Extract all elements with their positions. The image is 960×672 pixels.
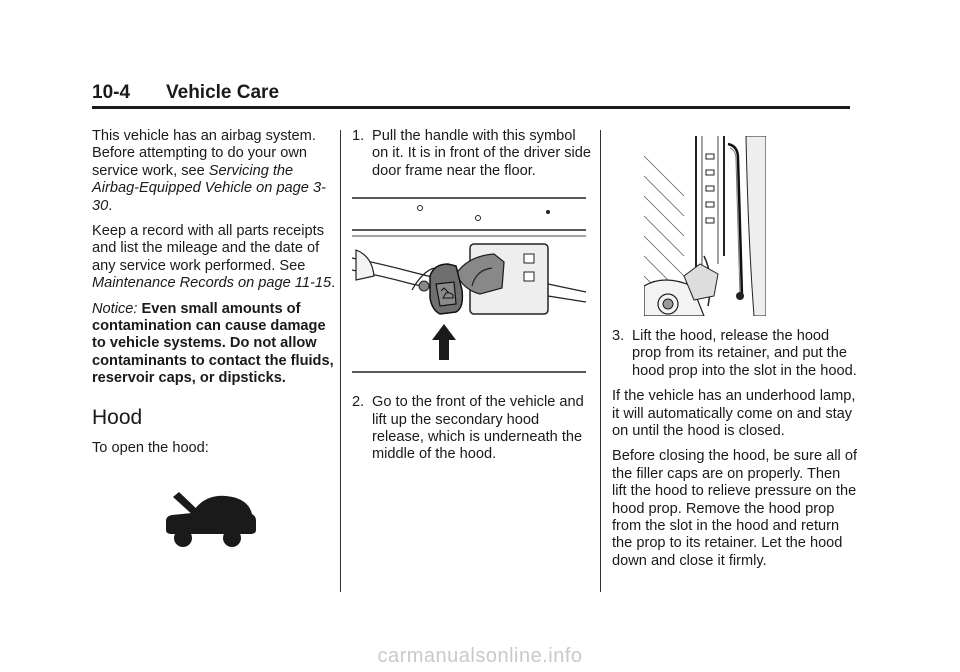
- step-1: 1. Pull the handle with this symbol on it. It is in front of the driver side door frame near the floor.: [352, 128, 592, 179]
- records-paragraph: Keep a record with all parts receipts and list the mileage and the date of any service work performed. See Maintenance Records on page 11-15.: [92, 223, 336, 292]
- section-title: Vehicle Care: [166, 82, 280, 103]
- underhood-lamp-paragraph: If the vehicle has an underhood lamp, it will automatically come on and stay on until the hood is closed.: [612, 388, 856, 440]
- page-number: 10-4: [92, 82, 131, 103]
- closing-hood-paragraph: Before closing the hood, be sure all of the filler caps are on properly. Then lift the hood to relieve pressure on the hood prop. Remove the hood prop from the slot in the hood and return the prop to its retainer. Let the hood down and close it firmly.: [612, 448, 858, 569]
- notice-label: Notice:: [92, 300, 138, 317]
- step-3: 3. Lift the hood, release the hood prop from its retainer, and put the hood prop into the slot in the hood.: [612, 328, 857, 379]
- hood-intro: To open the hood:: [92, 439, 209, 456]
- hood-release-handle-illustration: [352, 192, 586, 382]
- page-header: [92, 80, 850, 109]
- column-divider: [340, 130, 341, 592]
- airbag-reference-link[interactable]: Servicing the Airbag-Equipped Vehicle on page 3-30: [92, 162, 326, 214]
- column-middle: [352, 128, 592, 472]
- airbag-paragraph: This vehicle has an airbag system. Before attempting to do your own service work, see Servicing the Airbag-Equipped Vehicle on page 3-30.: [92, 128, 326, 214]
- hood-release-symbol-icon: [164, 490, 258, 552]
- notice-paragraph: [92, 301, 337, 388]
- maintenance-records-link[interactable]: Maintenance Records on page 11-15: [92, 275, 332, 292]
- column-right: [612, 128, 857, 578]
- hood-prop-illustration: [644, 136, 766, 316]
- step-2: 2. Go to the front of the vehicle and lift up the secondary hood release, which is underneath the middle of the hood.: [352, 394, 584, 463]
- column-divider: [600, 130, 601, 592]
- watermark: carmanualsonline.info: [377, 645, 583, 667]
- hood-heading: Hood: [92, 405, 143, 429]
- notice-text: Even small amounts of contamination can cause damage to vehicle systems. Do not allow contaminants to contact the fluids, reservoir caps, or dipsticks.: [92, 300, 334, 387]
- column-left: [92, 128, 337, 465]
